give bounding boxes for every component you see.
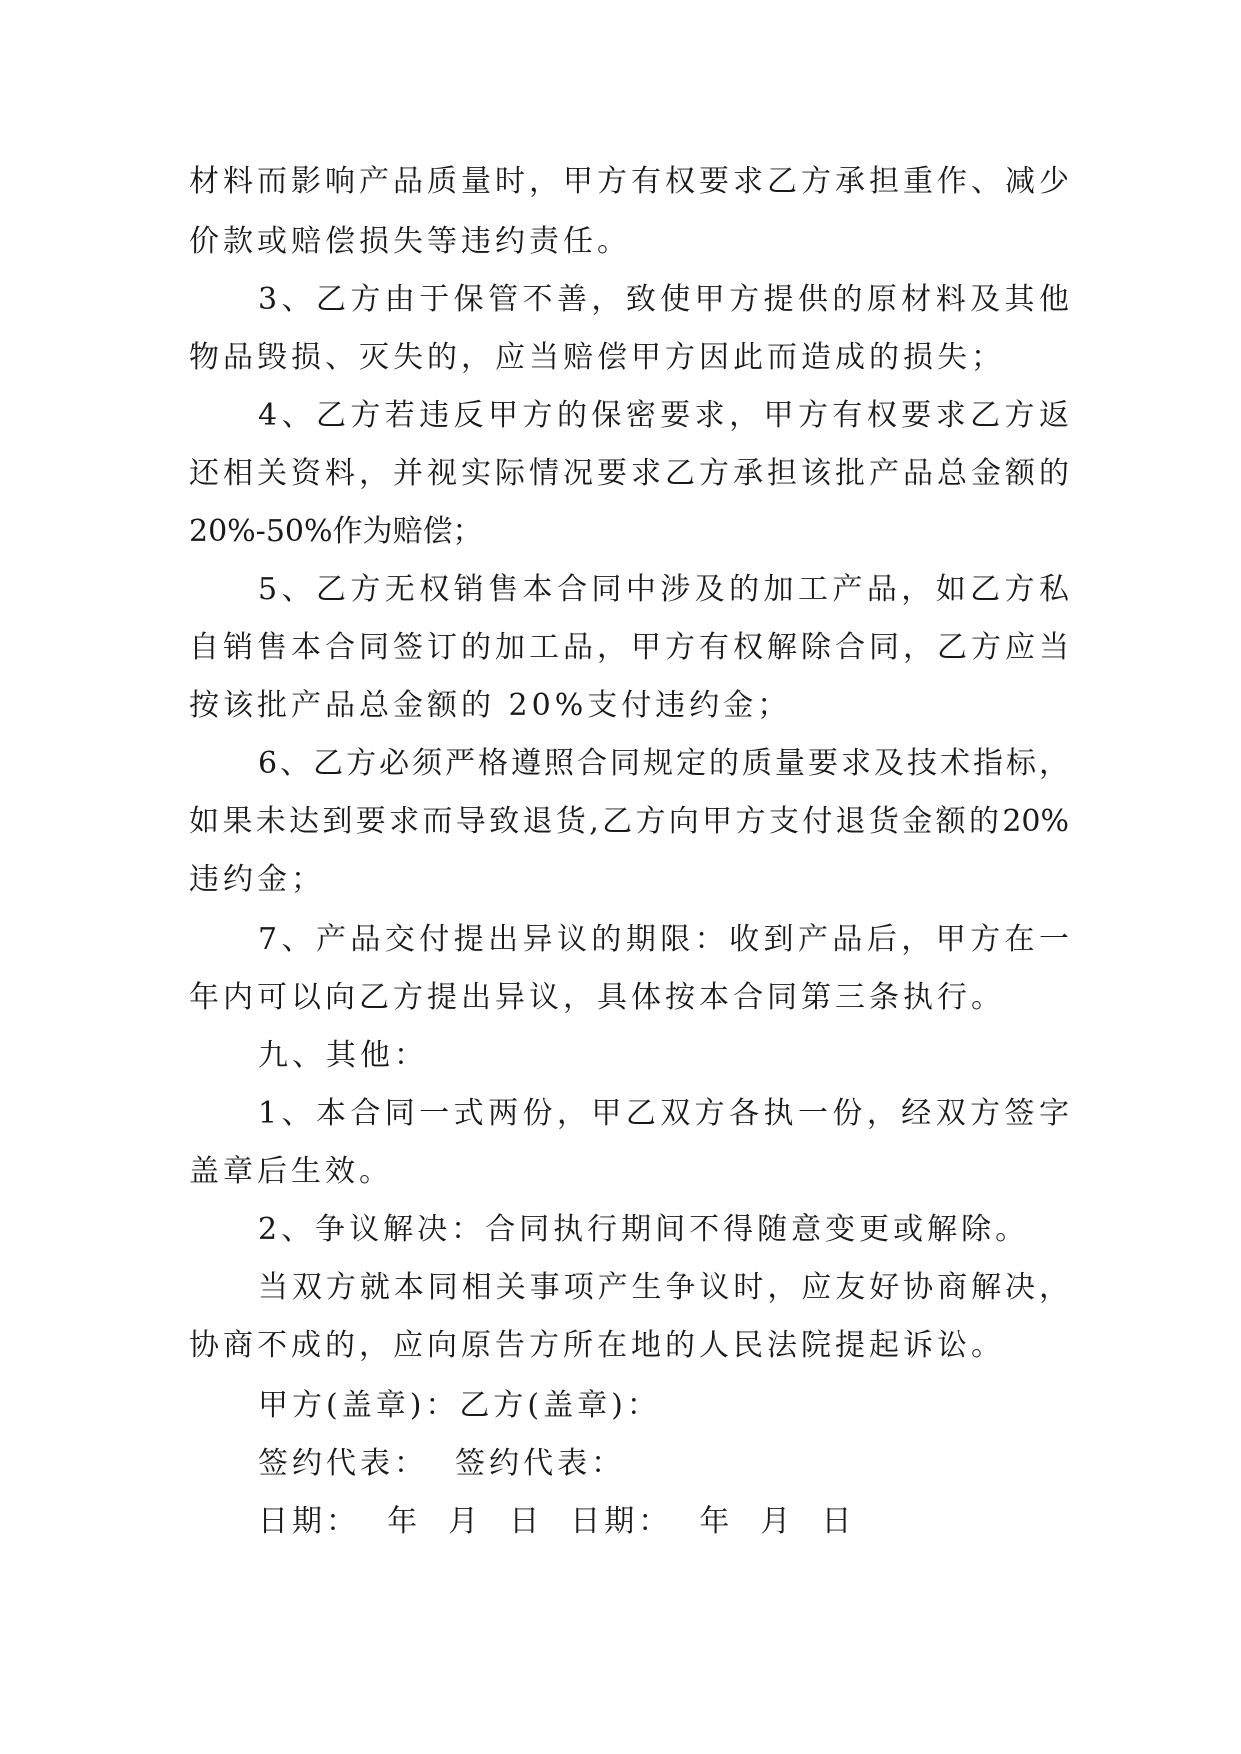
text-line: 如果未达到要求而导致退货,乙方向甲方支付退货金额的20%	[189, 804, 1069, 839]
text-line: 物品毁损、灭失的，应当赔偿甲方因此而造成的损失；	[189, 340, 1005, 375]
text-line: 价款或赔偿损失等违约责任。	[189, 224, 631, 259]
text-line: 协商不成的，应向原告方所在地的人民法院提起诉讼。	[189, 1328, 1005, 1363]
text-line: 2、争议解决：合同执行期间不得随意变更或解除。	[258, 1212, 1030, 1247]
signature-representative-line: 签约代表： 签约代表：	[258, 1446, 626, 1481]
text-line: 自销售本合同签订的加工品，甲方有权解除合同，乙方应当	[189, 630, 1069, 665]
section-heading: 九、其他：	[258, 1038, 428, 1073]
text-line: 3、乙方由于保管不善，致使甲方提供的原材料及其他	[258, 282, 1069, 317]
text-line: 7、产品交付提出异议的期限：收到产品后，甲方在一	[258, 922, 1069, 957]
text-line: 违约金；	[189, 862, 325, 897]
text-line: 5、乙方无权销售本合同中涉及的加工产品，如乙方私	[258, 572, 1069, 607]
text-line: 还相关资料，并视实际情况要求乙方承担该批产品总金额的	[189, 456, 1069, 491]
text-line: 6、乙方必须严格遵照合同规定的质量要求及技术指标，	[258, 746, 1069, 781]
signature-date-line: 日期： 年 月 日 日期： 年 月 日	[258, 1504, 856, 1539]
text-line: 盖章后生效。	[189, 1154, 393, 1189]
text-line: 按该批产品总金额的 20%支付违约金；	[189, 688, 792, 723]
text-line: 1、本合同一式两份，甲乙双方各执一份，经双方签字	[258, 1096, 1069, 1131]
text-line: 4、乙方若违反甲方的保密要求，甲方有权要求乙方返	[258, 398, 1069, 433]
text-line: 20%-50%作为赔偿；	[189, 514, 483, 549]
signature-party-line: 甲方(盖章)：乙方(盖章)：	[258, 1388, 661, 1423]
text-line: 年内可以向乙方提出异议，具体按本合同第三条执行。	[189, 980, 1005, 1015]
text-line: 材料而影响产品质量时，甲方有权要求乙方承担重作、减少	[189, 164, 1069, 199]
text-line: 当双方就本同相关事项产生争议时，应友好协商解决，	[258, 1270, 1069, 1305]
